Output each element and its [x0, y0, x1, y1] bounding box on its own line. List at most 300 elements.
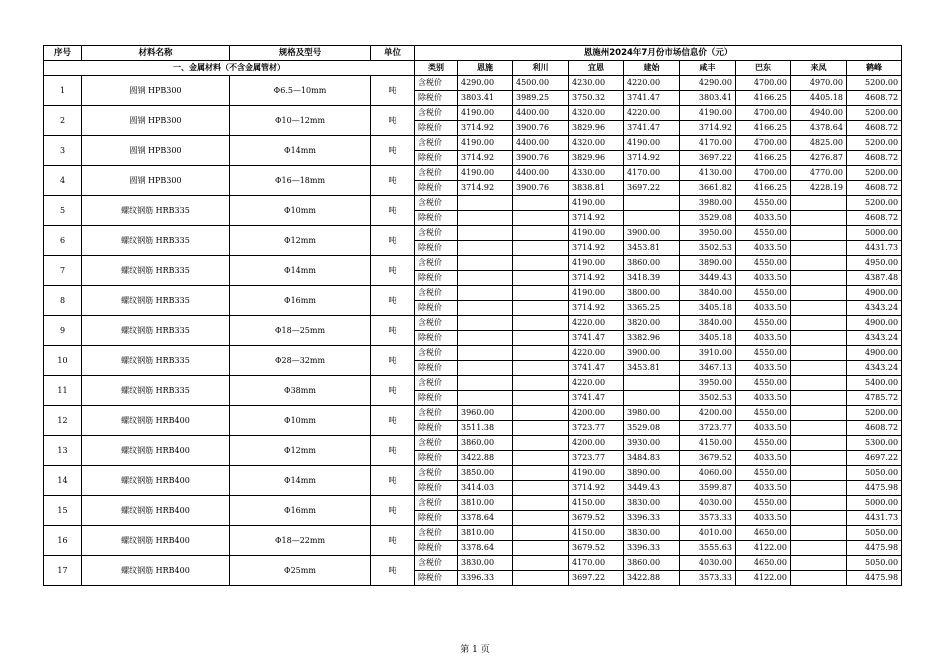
price-type-net: 除税价: [415, 181, 458, 196]
price-type-tax: 含税价: [415, 106, 458, 121]
price-type-net: 除税价: [415, 121, 458, 136]
tax-price-cell: [513, 466, 569, 481]
net-price-cell: 4475.98: [847, 541, 902, 556]
row-seq: 17: [44, 556, 82, 586]
price-type-tax: 含税价: [415, 496, 458, 511]
tax-price-cell: 4940.00: [791, 106, 847, 121]
tax-price-cell: 3840.00: [680, 286, 736, 301]
tax-price-cell: 4190.00: [680, 106, 736, 121]
tax-price-cell: 3830.00: [624, 526, 680, 541]
row-material-name: 螺纹钢筋 HRB335: [82, 316, 230, 346]
net-price-cell: 3573.33: [680, 571, 736, 586]
net-price-cell: 4608.72: [847, 151, 902, 166]
net-price-cell: [513, 271, 569, 286]
net-price-cell: 3803.41: [458, 91, 513, 106]
net-price-cell: 3502.53: [680, 241, 736, 256]
header-unit: 单位: [371, 46, 415, 61]
tax-price-cell: 4220.00: [569, 316, 624, 331]
row-material-name: 螺纹钢筋 HRB400: [82, 466, 230, 496]
row-spec: Φ38mm: [230, 376, 371, 406]
tax-price-cell: [791, 286, 847, 301]
tax-price-cell: 4190.00: [569, 256, 624, 271]
net-price-cell: 3396.33: [624, 541, 680, 556]
tax-price-cell: 4550.00: [736, 316, 791, 331]
net-price-cell: 4608.72: [847, 211, 902, 226]
net-price-cell: 3449.43: [624, 481, 680, 496]
price-type-tax: 含税价: [415, 406, 458, 421]
tax-price-cell: 4550.00: [736, 226, 791, 241]
net-price-cell: 3714.92: [458, 151, 513, 166]
net-price-cell: 3382.96: [624, 331, 680, 346]
tax-price-cell: 4190.00: [458, 166, 513, 181]
tax-price-cell: 3900.00: [624, 226, 680, 241]
row-seq: 4: [44, 166, 82, 196]
net-price-cell: 3599.87: [680, 481, 736, 496]
price-type-tax: 含税价: [415, 136, 458, 151]
net-price-cell: 3679.52: [680, 451, 736, 466]
tax-price-cell: 4900.00: [847, 286, 902, 301]
net-price-cell: 4033.50: [736, 481, 791, 496]
tax-price-cell: [513, 376, 569, 391]
price-type-net: 除税价: [415, 451, 458, 466]
net-price-cell: 3741.47: [569, 361, 624, 376]
tax-price-cell: 4550.00: [736, 496, 791, 511]
tax-price-cell: 4170.00: [680, 136, 736, 151]
net-price-cell: 4475.98: [847, 571, 902, 586]
table-row: [44, 226, 902, 241]
net-price-cell: 3365.25: [624, 301, 680, 316]
net-price-cell: 3414.03: [458, 481, 513, 496]
price-type-net: 除税价: [415, 241, 458, 256]
tax-price-cell: 4030.00: [680, 556, 736, 571]
tax-price-cell: 4220.00: [569, 376, 624, 391]
tax-price-cell: 5300.00: [847, 436, 902, 451]
net-price-cell: 3418.39: [624, 271, 680, 286]
table-row: [44, 556, 902, 571]
tax-price-cell: 4220.00: [624, 106, 680, 121]
row-seq: 3: [44, 136, 82, 166]
net-price-cell: [513, 361, 569, 376]
net-price-cell: [791, 511, 847, 526]
tax-price-cell: 4330.00: [569, 166, 624, 181]
tax-price-cell: 3910.00: [680, 346, 736, 361]
net-price-cell: [791, 451, 847, 466]
price-type-net: 除税价: [415, 211, 458, 226]
tax-price-cell: 4700.00: [736, 76, 791, 91]
row-unit: 吨: [371, 466, 415, 496]
net-price-cell: 4033.50: [736, 211, 791, 226]
net-price-cell: 3697.22: [569, 571, 624, 586]
tax-price-cell: 3930.00: [624, 436, 680, 451]
net-price-cell: 4033.50: [736, 451, 791, 466]
net-price-cell: 4276.87: [791, 151, 847, 166]
net-price-cell: 3714.92: [569, 271, 624, 286]
net-price-cell: [513, 391, 569, 406]
net-price-cell: [458, 331, 513, 346]
net-price-cell: 3714.92: [569, 241, 624, 256]
tax-price-cell: 5000.00: [847, 226, 902, 241]
net-price-cell: [513, 301, 569, 316]
row-material-name: 圆钢 HPB300: [82, 136, 230, 166]
row-seq: 15: [44, 496, 82, 526]
net-price-cell: 3829.96: [569, 121, 624, 136]
row-material-name: 圆钢 HPB300: [82, 76, 230, 106]
net-price-cell: 3467.13: [680, 361, 736, 376]
table-row: [44, 256, 902, 271]
net-price-cell: 4033.50: [736, 301, 791, 316]
net-price-cell: 3502.53: [680, 391, 736, 406]
row-seq: 12: [44, 406, 82, 436]
tax-price-cell: 4190.00: [624, 136, 680, 151]
tax-price-cell: [791, 316, 847, 331]
net-price-cell: [791, 571, 847, 586]
row-seq: 2: [44, 106, 82, 136]
row-material-name: 螺纹钢筋 HRB400: [82, 436, 230, 466]
net-price-cell: 3529.08: [624, 421, 680, 436]
row-unit: 吨: [371, 286, 415, 316]
tax-price-cell: 3960.00: [458, 406, 513, 421]
tax-price-cell: 3950.00: [680, 376, 736, 391]
tax-price-cell: 4060.00: [680, 466, 736, 481]
table-row: [44, 196, 902, 211]
net-price-cell: 3714.92: [569, 481, 624, 496]
tax-price-cell: 4700.00: [736, 166, 791, 181]
tax-price-cell: [624, 196, 680, 211]
tax-price-cell: 4700.00: [736, 106, 791, 121]
tax-price-cell: 3860.00: [458, 436, 513, 451]
region-jianshi: 建始: [624, 61, 680, 76]
price-type-tax: 含税价: [415, 226, 458, 241]
tax-price-cell: 4700.00: [736, 136, 791, 151]
row-material-name: 螺纹钢筋 HRB400: [82, 526, 230, 556]
tax-price-cell: 3800.00: [624, 286, 680, 301]
tax-price-cell: [791, 436, 847, 451]
row-seq: 10: [44, 346, 82, 376]
price-type-net: 除税价: [415, 571, 458, 586]
row-spec: Φ10—12mm: [230, 106, 371, 136]
tax-price-cell: 3810.00: [458, 496, 513, 511]
tax-price-cell: [791, 196, 847, 211]
tax-price-cell: [458, 316, 513, 331]
tax-price-cell: 5200.00: [847, 196, 902, 211]
net-price-cell: [791, 481, 847, 496]
net-price-cell: 4166.25: [736, 151, 791, 166]
net-price-cell: 3714.92: [458, 121, 513, 136]
row-unit: 吨: [371, 256, 415, 286]
table-row: [44, 496, 902, 511]
tax-price-cell: [791, 256, 847, 271]
row-spec: Φ12mm: [230, 226, 371, 256]
tax-price-cell: [513, 346, 569, 361]
table-body: [44, 76, 902, 586]
table-row: [44, 346, 902, 361]
net-price-cell: [458, 271, 513, 286]
net-price-cell: 3714.92: [624, 151, 680, 166]
row-spec: Φ14mm: [230, 466, 371, 496]
row-seq: 16: [44, 526, 82, 556]
net-price-cell: 3378.64: [458, 511, 513, 526]
tax-price-cell: [791, 556, 847, 571]
net-price-cell: 3511.38: [458, 421, 513, 436]
net-price-cell: 3803.41: [680, 91, 736, 106]
tax-price-cell: [791, 226, 847, 241]
net-price-cell: [624, 391, 680, 406]
tax-price-cell: [458, 196, 513, 211]
row-unit: 吨: [371, 496, 415, 526]
tax-price-cell: 4010.00: [680, 526, 736, 541]
table-row: [44, 466, 902, 481]
tax-price-cell: 4200.00: [569, 406, 624, 421]
tax-price-cell: 4400.00: [513, 106, 569, 121]
tax-price-cell: 4190.00: [569, 196, 624, 211]
net-price-cell: 3741.47: [569, 331, 624, 346]
net-price-cell: 3741.47: [569, 391, 624, 406]
net-price-cell: 3453.81: [624, 241, 680, 256]
row-spec: Φ10mm: [230, 406, 371, 436]
tax-price-cell: [513, 256, 569, 271]
tax-price-cell: 4130.00: [680, 166, 736, 181]
price-type-tax: 含税价: [415, 166, 458, 181]
tax-price-cell: 4320.00: [569, 106, 624, 121]
tax-price-cell: [513, 436, 569, 451]
tax-price-cell: 4550.00: [736, 346, 791, 361]
net-price-cell: 3714.92: [569, 301, 624, 316]
tax-price-cell: 3860.00: [624, 556, 680, 571]
tax-price-cell: 4190.00: [569, 466, 624, 481]
region-hefeng: 鹤峰: [847, 61, 902, 76]
net-price-cell: 3555.63: [680, 541, 736, 556]
net-price-cell: 3989.25: [513, 91, 569, 106]
net-price-cell: 4033.50: [736, 511, 791, 526]
price-table: [43, 45, 902, 586]
table-row: [44, 166, 902, 181]
row-material-name: 螺纹钢筋 HRB335: [82, 346, 230, 376]
tax-price-cell: 4400.00: [513, 136, 569, 151]
row-spec: Φ10mm: [230, 196, 371, 226]
tax-price-cell: 4650.00: [736, 556, 791, 571]
row-material-name: 螺纹钢筋 HRB335: [82, 286, 230, 316]
net-price-cell: 3405.18: [680, 301, 736, 316]
tax-price-cell: 4220.00: [569, 346, 624, 361]
category-label: 类别: [415, 61, 458, 76]
tax-price-cell: [458, 346, 513, 361]
net-price-cell: 3378.64: [458, 541, 513, 556]
tax-price-cell: [513, 556, 569, 571]
region-laifeng: 来凤: [791, 61, 847, 76]
row-unit: 吨: [371, 436, 415, 466]
net-price-cell: [791, 301, 847, 316]
row-unit: 吨: [371, 76, 415, 106]
tax-price-cell: 3830.00: [458, 556, 513, 571]
row-seq: 1: [44, 76, 82, 106]
net-price-cell: 4033.50: [736, 421, 791, 436]
net-price-cell: 4431.73: [847, 241, 902, 256]
price-type-net: 除税价: [415, 301, 458, 316]
row-spec: Φ18—25mm: [230, 316, 371, 346]
tax-price-cell: [513, 226, 569, 241]
row-unit: 吨: [371, 316, 415, 346]
tax-price-cell: 4320.00: [569, 136, 624, 151]
net-price-cell: 4608.72: [847, 421, 902, 436]
tax-price-cell: 4550.00: [736, 406, 791, 421]
net-price-cell: 3829.96: [569, 151, 624, 166]
net-price-cell: 3750.32: [569, 91, 624, 106]
table-row: [44, 406, 902, 421]
section-label: 一、金属材料（不含金属管材）: [44, 61, 415, 76]
net-price-cell: 3396.33: [624, 511, 680, 526]
net-price-cell: 3714.92: [569, 211, 624, 226]
net-price-cell: 4475.98: [847, 481, 902, 496]
row-material-name: 螺纹钢筋 HRB335: [82, 376, 230, 406]
row-spec: Φ14mm: [230, 256, 371, 286]
row-spec: Φ12mm: [230, 436, 371, 466]
tax-price-cell: 4150.00: [569, 526, 624, 541]
net-price-cell: [513, 511, 569, 526]
tax-price-cell: 5200.00: [847, 136, 902, 151]
net-price-cell: 4608.72: [847, 91, 902, 106]
net-price-cell: [458, 241, 513, 256]
row-material-name: 圆钢 HPB300: [82, 106, 230, 136]
net-price-cell: [791, 331, 847, 346]
net-price-cell: 3422.88: [624, 571, 680, 586]
net-price-cell: 3422.88: [458, 451, 513, 466]
net-price-cell: [458, 301, 513, 316]
tax-price-cell: [791, 526, 847, 541]
row-seq: 7: [44, 256, 82, 286]
net-price-cell: 4033.50: [736, 241, 791, 256]
tax-price-cell: 5000.00: [847, 496, 902, 511]
net-price-cell: 4378.64: [791, 121, 847, 136]
net-price-cell: 3900.76: [513, 121, 569, 136]
price-type-tax: 含税价: [415, 556, 458, 571]
tax-price-cell: 3890.00: [624, 466, 680, 481]
net-price-cell: [791, 271, 847, 286]
row-unit: 吨: [371, 106, 415, 136]
row-material-name: 螺纹钢筋 HRB335: [82, 256, 230, 286]
row-unit: 吨: [371, 226, 415, 256]
tax-price-cell: [791, 406, 847, 421]
tax-price-cell: [513, 196, 569, 211]
net-price-cell: [513, 541, 569, 556]
net-price-cell: 3723.77: [680, 421, 736, 436]
row-spec: Φ18—22mm: [230, 526, 371, 556]
tax-price-cell: [513, 526, 569, 541]
net-price-cell: 4033.50: [736, 271, 791, 286]
net-price-cell: [513, 331, 569, 346]
price-type-net: 除税价: [415, 421, 458, 436]
net-price-cell: 3453.81: [624, 361, 680, 376]
net-price-cell: 4697.22: [847, 451, 902, 466]
tax-price-cell: 5200.00: [847, 106, 902, 121]
row-spec: Φ16mm: [230, 496, 371, 526]
price-type-tax: 含税价: [415, 316, 458, 331]
net-price-cell: [791, 241, 847, 256]
tax-price-cell: 4825.00: [791, 136, 847, 151]
tax-price-cell: 3980.00: [624, 406, 680, 421]
tax-price-cell: 4550.00: [736, 436, 791, 451]
net-price-cell: 4431.73: [847, 511, 902, 526]
price-type-net: 除税价: [415, 331, 458, 346]
tax-price-cell: 4550.00: [736, 196, 791, 211]
net-price-cell: 3900.76: [513, 181, 569, 196]
net-price-cell: [791, 391, 847, 406]
tax-price-cell: 4190.00: [458, 106, 513, 121]
tax-price-cell: 4770.00: [791, 166, 847, 181]
tax-price-cell: 4550.00: [736, 286, 791, 301]
net-price-cell: 3573.33: [680, 511, 736, 526]
net-price-cell: [513, 481, 569, 496]
region-xianfeng: 咸丰: [680, 61, 736, 76]
net-price-cell: 3529.08: [680, 211, 736, 226]
net-price-cell: 3838.81: [569, 181, 624, 196]
header-seq: 序号: [44, 46, 82, 61]
net-price-cell: [791, 361, 847, 376]
row-unit: 吨: [371, 556, 415, 586]
tax-price-cell: [513, 406, 569, 421]
tax-price-cell: 4150.00: [680, 436, 736, 451]
table-row: [44, 436, 902, 451]
row-seq: 8: [44, 286, 82, 316]
row-unit: 吨: [371, 136, 415, 166]
tax-price-cell: 4190.00: [458, 136, 513, 151]
net-price-cell: 3714.92: [458, 181, 513, 196]
price-type-tax: 含税价: [415, 436, 458, 451]
net-price-cell: 4166.25: [736, 181, 791, 196]
tax-price-cell: 4650.00: [736, 526, 791, 541]
tax-price-cell: 4550.00: [736, 466, 791, 481]
tax-price-cell: [791, 346, 847, 361]
row-spec: Φ28—32mm: [230, 346, 371, 376]
section-row: [44, 61, 902, 76]
tax-price-cell: 4150.00: [569, 496, 624, 511]
net-price-cell: [513, 421, 569, 436]
net-price-cell: 3714.92: [680, 121, 736, 136]
price-type-net: 除税价: [415, 271, 458, 286]
tax-price-cell: 4950.00: [847, 256, 902, 271]
header-spec: 规格及型号: [230, 46, 371, 61]
net-price-cell: 4166.25: [736, 121, 791, 136]
net-price-cell: 3697.22: [624, 181, 680, 196]
net-price-cell: [458, 361, 513, 376]
net-price-cell: 4608.72: [847, 121, 902, 136]
net-price-cell: 4122.00: [736, 571, 791, 586]
table-row: [44, 106, 902, 121]
price-type-net: 除税价: [415, 481, 458, 496]
net-price-cell: [624, 211, 680, 226]
row-spec: Φ16mm: [230, 286, 371, 316]
row-material-name: 螺纹钢筋 HRB400: [82, 406, 230, 436]
net-price-cell: 4343.24: [847, 301, 902, 316]
tax-price-cell: 3980.00: [680, 196, 736, 211]
table-row: [44, 286, 902, 301]
tax-price-cell: 4190.00: [569, 286, 624, 301]
net-price-cell: 3679.52: [569, 511, 624, 526]
net-price-cell: 3723.77: [569, 451, 624, 466]
region-xuanen: 宜恩: [569, 61, 624, 76]
price-type-net: 除税价: [415, 91, 458, 106]
net-price-cell: [513, 241, 569, 256]
price-type-tax: 含税价: [415, 76, 458, 91]
table-row: [44, 76, 902, 91]
row-material-name: 螺纹钢筋 HRB335: [82, 196, 230, 226]
net-price-cell: 4228.19: [791, 181, 847, 196]
net-price-cell: 3723.77: [569, 421, 624, 436]
net-price-cell: 3661.82: [680, 181, 736, 196]
row-material-name: 螺纹钢筋 HRB400: [82, 556, 230, 586]
price-type-tax: 含税价: [415, 346, 458, 361]
net-price-cell: 4785.72: [847, 391, 902, 406]
tax-price-cell: [513, 496, 569, 511]
